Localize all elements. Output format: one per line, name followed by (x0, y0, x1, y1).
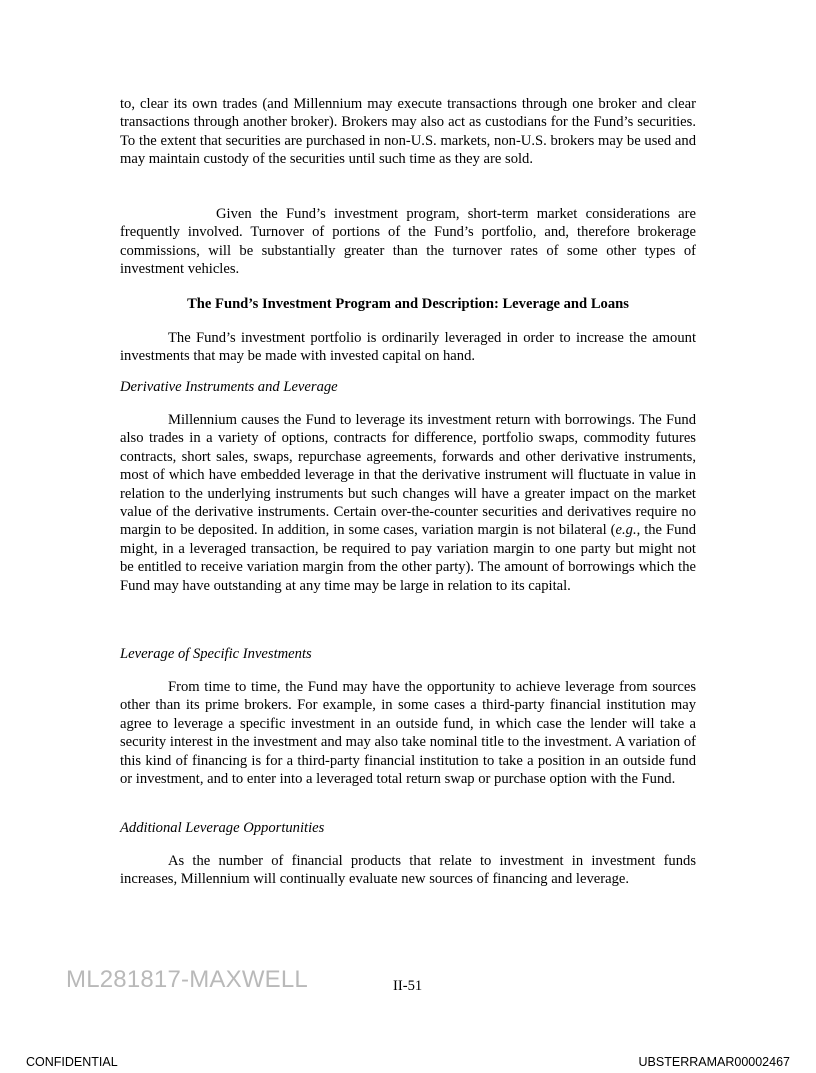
paragraph-text: As the number of financial products that relate to investment in investment funds increases, Millennium will continually evaluate new sources of financing and leverage. (120, 853, 696, 888)
paragraph-leverage-intro (120, 329, 696, 366)
text-run: Millennium causes the Fund to leverage its investment return with borrowings. The Fund also trades in a variety of options, contracts for difference, portfolio swaps, commodity futures contracts, short sales, swaps, repurchase agreements, forwards and other derivative instruments, most of which have embedded leverage in that the derivative instrument will fluctuate in value in relation to the underlying instruments but such changes will have a greater impact on the market value of the derivative instruments. Certain over-the-counter securities and derivatives require no margin to be deposited. In addition, in some cases, variation margin is not bilateral ( (120, 412, 696, 539)
paragraph-brokers (120, 95, 696, 169)
document-id-stamp: ML281817-MAXWELL (66, 966, 308, 993)
text-run: , the Fund might, in a leveraged transaction, be required to pay variation margin to one party but might not be entitled to receive variation margin from the other party). The amount of borrowings which the Fund may have outstanding at any time may be large in relation to its capital. (120, 522, 697, 594)
paragraph-text: The Fund’s investment portfolio is ordinarily leveraged in order to increase the amount investments that may be made with invested capital on hand. (120, 330, 696, 365)
paragraph-specific-investments (120, 678, 696, 788)
paragraph-text (120, 411, 696, 595)
paragraph-additional-leverage (120, 852, 696, 889)
section-heading: The Fund’s Investment Program and Description: Leverage and Loans (187, 296, 629, 312)
subheading-additional-leverage: Additional Leverage Opportunities (120, 820, 325, 836)
paragraph-turnover (120, 205, 696, 279)
paragraph-derivatives (120, 411, 696, 595)
page-number: II-51 (393, 978, 423, 994)
paragraph-text: to, clear its own trades (and Millennium may execute transactions through one broker and clear transactions through another broker). Brokers may also act as custodians for the Fund’s securities. To the extent that securities are purchased in non-U.S. markets, non-U.S. brokers may be used and may maintain custody of the securities until such time as they are sold. (120, 96, 696, 168)
paragraph-text: From time to time, the Fund may have the opportunity to achieve leverage from sources other than its prime brokers. For example, in some cases a third-party financial institution may agree to leverage a specific investment in an outside fund, in which case the lender will take a security interest in the investment and may also take nominal title to the investment. A variation of this kind of financing is for a third-party financial institution to take a position in an outside fund or investment, and to enter into a leveraged total return swap or purchase option with the Fund. (120, 679, 696, 788)
text-run-italic: e.g. (615, 522, 637, 539)
paragraph-text: Given the Fund’s investment program, short-term market considerations are frequently involved. Turnover of portions of the Fund’s portfolio, and, therefore brokerage commissions, will be substantially greater than the turnover rates of some other types of investment vehicles. (120, 206, 696, 278)
subheading-derivative-instruments: Derivative Instruments and Leverage (120, 379, 338, 395)
bates-number: UBSTERRAMAR00002467 (638, 1055, 790, 1069)
confidential-label: CONFIDENTIAL (26, 1055, 118, 1069)
subheading-specific-investments: Leverage of Specific Investments (120, 646, 312, 662)
